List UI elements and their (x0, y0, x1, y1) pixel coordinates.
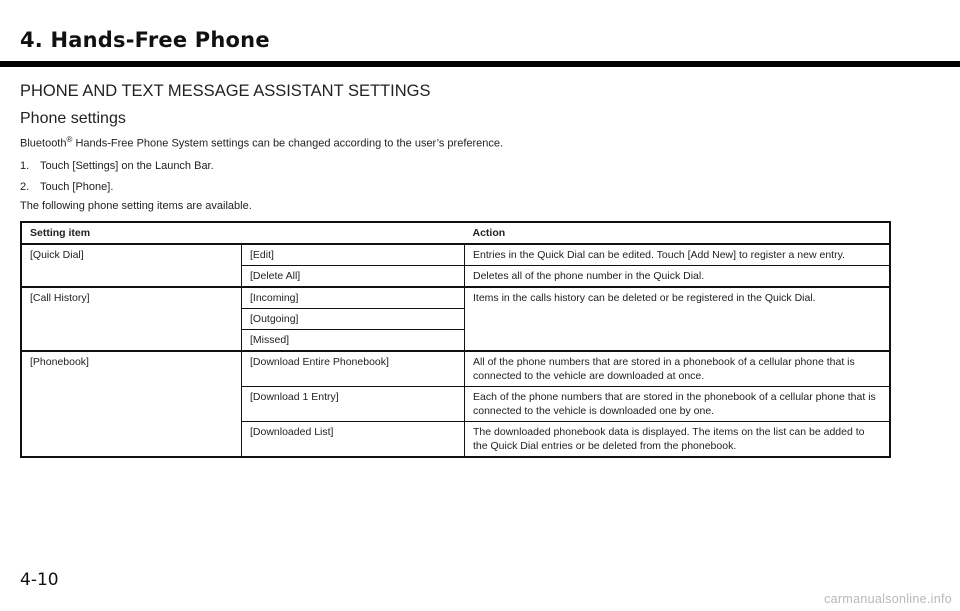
action-cell: Deletes all of the phone number in the Quick Dial. (465, 266, 891, 288)
action-cell: Entries in the Quick Dial can be edited. Touch [Add New] to register a new entry. (465, 244, 891, 266)
chapter-title: 4. Hands-Free Phone (20, 28, 270, 52)
step-number: 2. (20, 181, 30, 193)
action-cell: The downloaded phonebook data is displayed. The items on the list can be added to the Quick Dial entries or be deleted from the phonebook. (465, 422, 891, 458)
watermark: carmanualsonline.info (824, 592, 952, 606)
page-number: 4-10 (20, 570, 59, 590)
registered-mark: ® (66, 135, 73, 144)
table-row (21, 244, 890, 266)
intro-brand: Bluetooth (20, 137, 67, 150)
header-setting-item: Setting item (21, 222, 465, 244)
step-number: 1. (20, 160, 30, 172)
action-cell: Items in the calls history can be deleted or be registered in the Quick Dial. (465, 287, 891, 351)
intro-text: Hands-Free Phone System settings can be changed according to the user’s preference. (75, 137, 504, 150)
setting-item-cell: [Phonebook] (21, 351, 242, 457)
setting-item-cell: [Quick Dial] (21, 244, 242, 287)
step-text: Touch [Phone]. (40, 181, 114, 193)
sub-item-cell: [Missed] (242, 330, 465, 352)
table-row (21, 287, 890, 309)
sub-item-cell: [Edit] (242, 244, 465, 266)
available-items-text: The following phone setting items are available. (20, 200, 252, 212)
sub-item-cell: [Delete All] (242, 266, 465, 288)
sub-item-cell: [Incoming] (242, 287, 465, 309)
table-row (21, 351, 890, 387)
action-cell: All of the phone numbers that are stored in a phonebook of a cellular phone that is connected to the vehicle are downloaded at once. (465, 351, 891, 387)
phone-settings-table (20, 221, 891, 458)
action-cell: Each of the phone numbers that are stored in the phonebook of a cellular phone that is connected to the vehicle is downloaded one by one. (465, 387, 891, 422)
sub-item-cell: [Outgoing] (242, 309, 465, 330)
sub-item-cell: [Download 1 Entry] (242, 387, 465, 422)
table-header-row (21, 222, 890, 244)
sub-item-cell: [Download Entire Phonebook] (242, 351, 465, 387)
setting-item-cell: [Call History] (21, 287, 242, 351)
header-action: Action (465, 222, 891, 244)
step-text: Touch [Settings] on the Launch Bar. (40, 160, 214, 172)
header-rule (0, 61, 960, 67)
section-heading: PHONE AND TEXT MESSAGE ASSISTANT SETTINGS (20, 82, 431, 100)
step-1 (20, 160, 214, 172)
sub-item-cell: [Downloaded List] (242, 422, 465, 458)
subsection-heading: Phone settings (20, 110, 126, 127)
step-2 (20, 181, 113, 193)
intro-paragraph (20, 135, 503, 150)
